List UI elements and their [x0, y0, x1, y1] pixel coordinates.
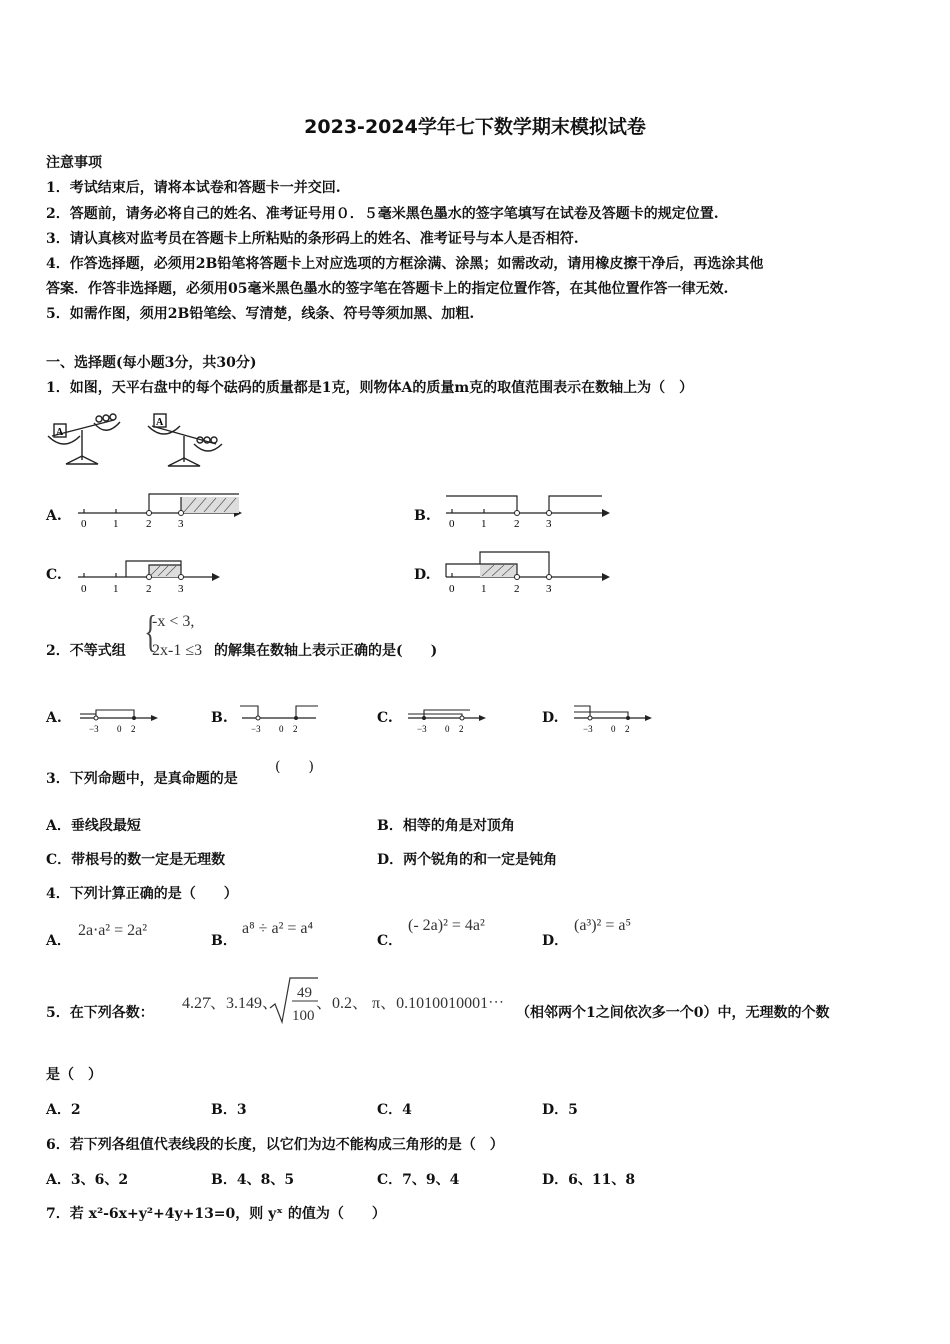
q1-option-d-label[interactable]: D.	[414, 567, 431, 583]
tick-label: 1	[113, 518, 119, 530]
notice-item: 1．考试结束后，请将本试卷和答题卡一并交回.	[46, 180, 341, 196]
tick-label: 2	[131, 724, 136, 734]
q3-option-c[interactable]: C．带根号的数一定是无理数	[46, 852, 226, 868]
inequality-1: -x < 3,	[152, 613, 195, 630]
tick-label: 0	[279, 724, 284, 734]
question-2-suffix: 的解集在数轴上表示正确的是( )	[214, 643, 438, 659]
notice-item: 5．如需作图，须用2B铅笔绘、写清楚，线条、符号等须加黑、加粗.	[46, 306, 475, 322]
tick-label: 2	[146, 518, 152, 530]
tick-label: 2	[514, 518, 520, 530]
tick-label: 2	[146, 583, 152, 595]
q5-numbers-a: 4.27̇、3.149、	[182, 995, 279, 1012]
q1-option-c-label[interactable]: C.	[46, 567, 62, 583]
sqrt-sign	[268, 972, 320, 1026]
q1-number-line-c	[74, 556, 234, 596]
q4-option-a-label[interactable]: A．	[46, 933, 71, 949]
tick-label: 3	[178, 518, 184, 530]
tick-label: 0	[449, 518, 455, 530]
question-2-prefix: 2．不等式组	[46, 643, 126, 659]
tick-label: 1	[481, 583, 487, 595]
tick-label: −3	[251, 724, 261, 734]
tick-label: 3	[546, 518, 552, 530]
q6-option-a[interactable]: A．3、6、2	[46, 1172, 129, 1188]
tick-label: 0	[117, 724, 122, 734]
tick-label: 0	[81, 518, 87, 530]
tick-label: 0	[445, 724, 450, 734]
q5-option-a[interactable]: A．2	[46, 1102, 81, 1118]
q3-option-d[interactable]: D．两个锐角的和一定是钝角	[377, 852, 558, 868]
q5-note: （相邻两个1之间依次多一个0）中，无理数的个数	[516, 1005, 830, 1021]
tick-label: 0	[611, 724, 616, 734]
q1-number-line-d	[442, 548, 617, 596]
q2-option-d-label[interactable]: D.	[542, 710, 559, 726]
tick-label: 2	[459, 724, 464, 734]
question-4-text: 4．下列计算正确的是（ ）	[46, 886, 238, 902]
sqrt-denominator: 100	[292, 1008, 315, 1024]
tick-label: 2	[514, 583, 520, 595]
q6-option-d[interactable]: D．6、11、8	[542, 1172, 636, 1188]
q4-option-c-label[interactable]: C．	[377, 933, 403, 949]
q5-option-d[interactable]: D．5	[542, 1102, 578, 1118]
q2-number-line-a	[76, 700, 166, 738]
q1-number-line-b	[442, 490, 617, 530]
balance-label: A	[56, 427, 64, 438]
sqrt-numerator: 49	[297, 985, 312, 1001]
section-heading: 一、选择题(每小题3分，共30分)	[46, 355, 257, 371]
question-3-text: 3．下列命题中，是真命题的是	[46, 771, 238, 787]
q6-option-b[interactable]: B．4、8、5	[211, 1172, 295, 1188]
tick-label: 2	[625, 724, 630, 734]
question-1-text: 1．如图，天平右盘中的每个砝码的质量都是1克，则物体A的质量m克的取值范围表示在数轴上为（ ）	[46, 380, 694, 396]
tick-label: 0	[81, 583, 87, 595]
inequality-2: 2x-1 ≤3	[152, 642, 203, 659]
tick-label: 3	[178, 583, 184, 595]
balance-scales-figure	[44, 412, 234, 474]
q1-option-a-label[interactable]: A.	[46, 508, 62, 524]
q5-option-c[interactable]: C．4	[377, 1102, 412, 1118]
notice-item: 答案．作答非选择题，必须用05毫米黑色墨水的签字笔在答题卡上的指定位置作答，在其他位置作答一律无效.	[46, 281, 729, 297]
q2-option-b-label[interactable]: B.	[211, 710, 228, 726]
q2-option-a-label[interactable]: A.	[46, 710, 62, 726]
tick-label: 0	[449, 583, 455, 595]
q1-option-b-label[interactable]: B.	[414, 508, 431, 524]
tick-label: −3	[89, 724, 99, 734]
tick-label: 2	[293, 724, 298, 734]
q4-option-c-expr: (- 2a)² = 4a²	[408, 917, 485, 934]
question-6-text: 6．若下列各组值代表线段的长度，以它们为边不能构成三角形的是（ ）	[46, 1137, 504, 1153]
q2-number-line-b	[238, 700, 328, 738]
tick-label: −3	[417, 724, 427, 734]
tick-label: −3	[583, 724, 593, 734]
q2-option-c-label[interactable]: C.	[377, 710, 393, 726]
balance-label: A	[156, 417, 164, 428]
q1-number-line-a	[74, 490, 249, 530]
q5-tail: 是（ ）	[46, 1067, 102, 1083]
q3-option-b[interactable]: B．相等的角是对顶角	[377, 818, 515, 834]
tick-label: 1	[481, 518, 487, 530]
q5-option-b[interactable]: B．3	[211, 1102, 247, 1118]
q4-option-b-expr: a⁸ ÷ a² = a⁴	[242, 920, 314, 937]
q2-number-line-d	[570, 700, 660, 738]
q5-numbers-b: 、0.2、 π、0.1010010001⋯	[316, 995, 505, 1012]
question-7-text: 7．若 x²-6x+y²+4y+13=0，则 yˣ 的值为（ ）	[46, 1206, 386, 1222]
q4-option-d-expr: (a³)² = a⁵	[574, 917, 632, 934]
question-5-prefix: 5．在下列各数：	[46, 1005, 154, 1021]
system-brace: {	[144, 607, 157, 656]
question-3-paren: ( )	[275, 759, 314, 775]
notice-heading: 注意事项	[46, 155, 102, 171]
notice-item: 4．作答选择题，必须用2B铅笔将答题卡上对应选项的方框涂满、涂黑；如需改动，请用橡皮擦干净后，再选涂其他	[46, 256, 764, 272]
q4-option-b-label[interactable]: B．	[211, 933, 237, 949]
notice-item: 3．请认真核对监考员在答题卡上所粘贴的条形码上的姓名、准考证号与本人是否相符.	[46, 231, 579, 247]
notice-item: 2．答题前，请务必将自己的姓名、准考证号用０．５毫米黑色墨水的签字笔填写在试卷及答题卡的规定位置.	[46, 206, 719, 222]
page-title: 2023-2024学年七下数学期末模拟试卷	[304, 116, 646, 138]
q4-option-d-label[interactable]: D．	[542, 933, 569, 949]
tick-label: 1	[113, 583, 119, 595]
q6-option-c[interactable]: C．7、9、4	[377, 1172, 460, 1188]
q3-option-a[interactable]: A．垂线段最短	[46, 818, 141, 834]
tick-label: 3	[546, 583, 552, 595]
q2-number-line-c	[404, 700, 494, 738]
q4-option-a-expr: 2a⋅a² = 2a²	[78, 922, 148, 939]
